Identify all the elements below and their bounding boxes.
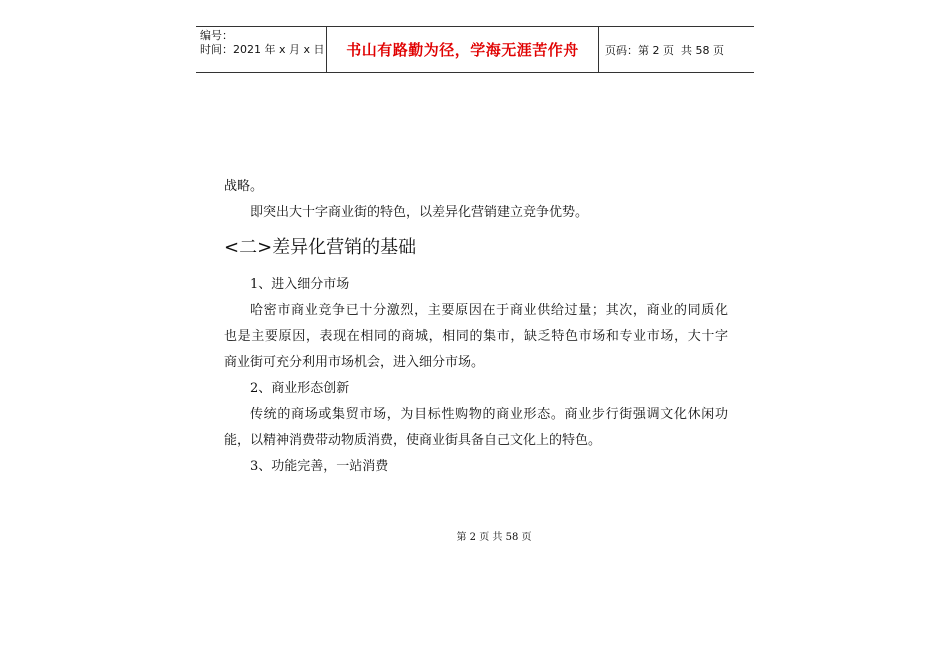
- text-line: 能，以精神消费带动物质消费，使商业街具备自己文化上的特色。: [224, 433, 602, 448]
- text-line: 即突出大十字商业街的特色，以差异化营销建立竞争优势。: [250, 205, 589, 220]
- time-label: 时间：2021 年 x 月 x 日: [200, 43, 325, 56]
- document-body: [224, 174, 728, 480]
- page-header: [196, 26, 754, 73]
- page-info-text: 页码：第 2 页 共 58 页: [605, 43, 724, 57]
- text-line: 也是主要原因，表现在相同的商城，相同的集市，缺乏特色市场和专业市场，大十字: [224, 329, 728, 344]
- section-heading: <二>差异化营销的基础: [224, 237, 417, 258]
- header-page-info: [599, 27, 754, 72]
- item-title: 3、功能完善，一站消费: [250, 459, 389, 474]
- text-line: 哈密市商业竞争已十分激烈，主要原因在于商业供给过量；其次，商业的同质化: [250, 303, 728, 318]
- item-title: 1、进入细分市场: [250, 277, 350, 292]
- item-title: 2、商业形态创新: [250, 381, 350, 396]
- number-label: 编号：: [200, 29, 233, 42]
- header-meta: [196, 27, 327, 72]
- page-footer: 第 2 页 共 58 页: [456, 532, 532, 543]
- text-line: 商业街可充分利用市场机会，进入细分市场。: [224, 355, 485, 370]
- text-line: 战略。: [224, 179, 264, 194]
- header-motto: 书山有路勤为径，学海无涯苦作舟: [327, 27, 599, 72]
- text-line: 传统的商场或集贸市场，为目标性购物的商业形态。商业步行街强调文化休闲功: [250, 407, 728, 422]
